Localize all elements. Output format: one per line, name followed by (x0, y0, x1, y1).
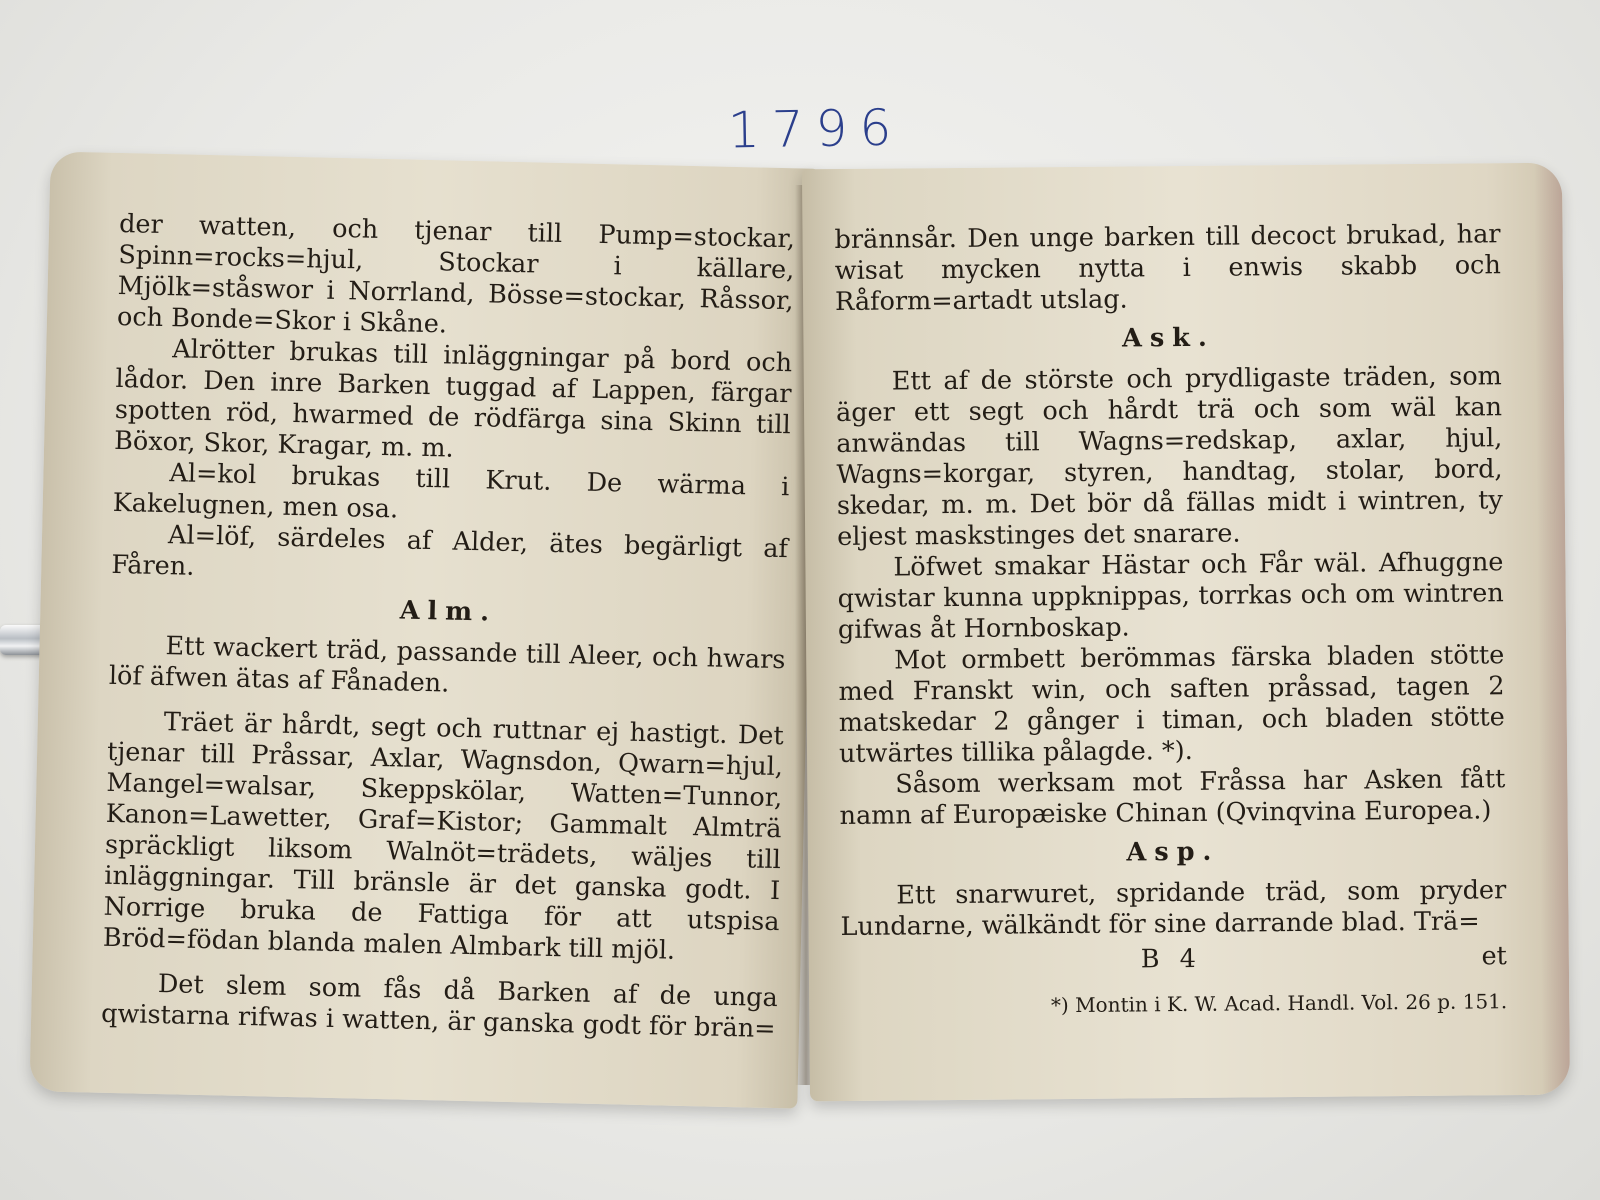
footnote: *) Montin i K. W. Acad. Handl. Vol. 26 p. 151. (1050, 989, 1508, 1018)
section-heading-asp: Asp. (1126, 836, 1220, 868)
left-paragraph-5: Ett wackert träd, passande till Aleer, och hwars löf äfwen ätas af Fånaden. (108, 631, 786, 699)
left-paragraph-1: der watten, och tjenar till Pump=stockar, Spinn=rocks=hjul, Stockar i källare, Mjölk=ståswor i Norrland, Bösse=stockar, Råssor, och Bonde=Skor i Skåne. (116, 208, 796, 340)
left-paragraph-7: Det slem som fås då Barken af de unga qwistarna rifwas i watten, är ganska godt för brän= (100, 969, 779, 1045)
right-paragraph-6: Ett snarwuret, spridande träd, som pryder Lundarne, wälkändt för sine darrande blad. Trä= (840, 875, 1507, 943)
section-heading-alm: Alm. (399, 595, 498, 628)
section-heading-ask: Ask. (1121, 322, 1215, 354)
right-page (802, 163, 1570, 1102)
page-footer (841, 941, 1507, 978)
right-paragraph-3: Löfwet smakar Hästar och Får wäl. Afhuggne qwistar kunna uppknippas, torrkas och om wintren gifwas åt Hornboskap. (837, 547, 1504, 646)
signature-mark: B 4 (1140, 943, 1203, 975)
right-paragraph-5: Såsom werksam mot Fråssa har Asken fått namn af Europæiske Chinan (Qvinqvina Europea.) (839, 764, 1506, 832)
right-paragraph-1: brännsår. Den unge barken till decoct brukad, har wisat mycken nytta i enwis skabb och Råform=artadt utslag. (834, 219, 1501, 318)
right-paragraph-2: Ett af de störste och prydligaste träden, som äger ett segt och hårdt trä och som wäl kan anwändas till Wagns=redskap, axlar, hjul, Wagns=korgar, styren, handtag, stolar, bord, skedar, m. m. Det bör då fällas midt i wintren, ty eljest maskstinges det snarare. (835, 361, 1503, 553)
handwritten-year-annotation: 1796 (727, 98, 904, 160)
right-paragraph-4: Mot ormbett berömmas färska bladen stötte med Franskt win, och saften pråssad, tagen 2 matskedar 2 gånger i timan, och bladen stötte utwärtes tillika pålagde. *). (838, 640, 1505, 770)
left-paragraph-3: Al=kol brukas till Krut. De wärma i Kakelugnen, men osa. (112, 458, 790, 525)
left-page (29, 151, 818, 1108)
left-paragraph-4: Al=löf, särdeles af Alder, ätes begärligt af Fåren. (111, 520, 789, 582)
catchword: et (1481, 941, 1507, 972)
left-paragraph-2: Alrötter brukas till inläggningar på bord och lådor. Den inre Barken tuggad af Lappen, färgar spotten röd, hwarmed de rödfärga sina Skinn till Böxor, Skor, Kragar, m. m. (113, 334, 793, 464)
left-paragraph-6: Träet är hårdt, segt och ruttnar ej hastigt. Det tjenar till Pråssar, Axlar, Wagnsdon, Qwarn=hjul, Mangel=walsar, Skeppskölar, Watten=Tunnor, Kanon=Lawetter, Graf=Kistor; Gammalt Almträ spräckligt liksom Walnöt=trädets, wäljes till inläggningar. Till bränsle är det ganska godt. I Norrige bruka de Fattiga för att utspisa Bröd=födan blanda malen Almbark till mjöl. (102, 707, 785, 966)
